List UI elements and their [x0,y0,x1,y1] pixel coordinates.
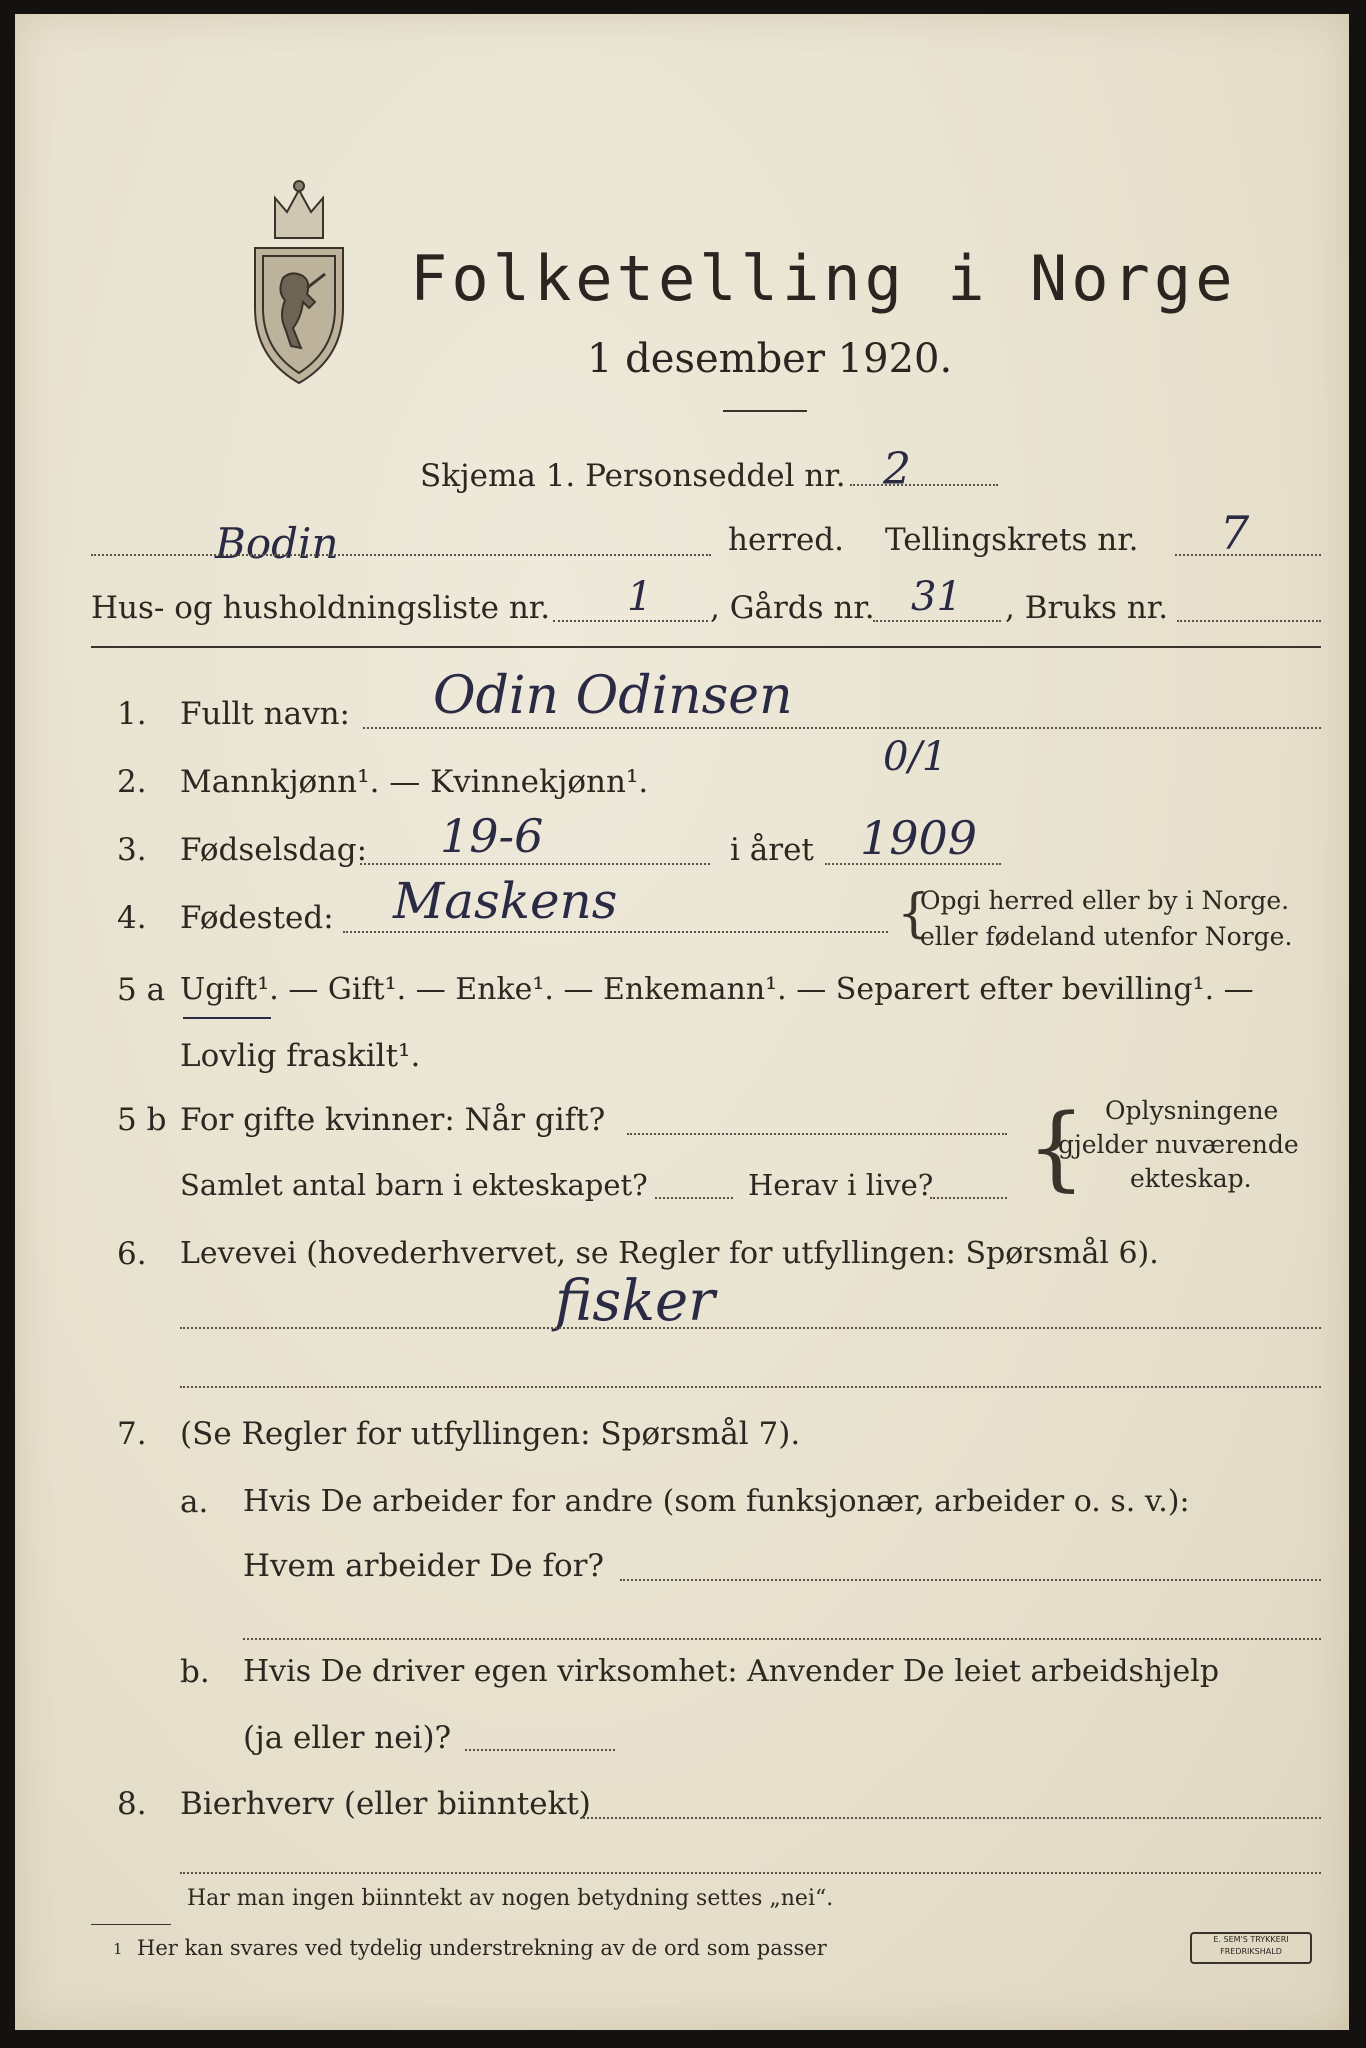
q7b-label-2: (ja eller nei)? [243,1720,452,1756]
q5b-note-1: Oplysningene [1105,1096,1279,1125]
printer-stamp-line-2: FREDRIKSHALD [1220,1947,1282,1956]
q5a-line2: Lovlig fraskilt¹. [180,1038,421,1074]
gards-value: 31 [911,574,962,620]
q6-number: 6. [117,1236,147,1272]
q3-number: 3. [117,832,147,868]
personseddel-number: 2 [883,444,911,495]
birthplace-value: Maskens [393,872,618,930]
tellingskrets-label: Tellingskrets nr. [885,522,1139,558]
q3-year-label: i året [730,832,814,868]
q8-note: Har man ingen biinntekt av nogen betydning settes „nei“. [187,1886,834,1911]
q7a-label-2: Hvem arbeider De for? [243,1548,605,1584]
q8-label: Bierhverv (eller biinntekt) [180,1786,591,1822]
q2-label: Mannkjønn¹. — Kvinnekjønn¹. [180,764,649,800]
q5b-label-2: Samlet antal barn i ekteskapet? [180,1168,648,1202]
footnote-text: Her kan svares ved tydelig understrekning av de ord som passer [137,1936,827,1960]
q7-label: (Se Regler for utfyllingen: Spørsmål 7). [180,1416,801,1452]
herred-label: herred. [728,522,844,558]
tellingskrets-value: 7 [1220,506,1250,560]
q5b-note-3: ekteskap. [1130,1164,1252,1193]
printer-stamp-line-1: E. SEM'S TRYKKERI [1213,1935,1289,1944]
husliste-value: 1 [627,574,653,620]
q7-number: 7. [117,1416,147,1452]
q7a-letter: a. [180,1484,209,1520]
q5b-label-1: For gifte kvinner: Når gift? [180,1102,606,1138]
q4-note-1: Opgi herred eller by i Norge. [920,886,1290,915]
schema-label: Skjema 1. Personseddel nr. [420,458,846,494]
q4-number: 4. [117,900,147,936]
q7a-label-1: Hvis De arbeider for andre (som funksjonær, arbeider o. s. v.): [243,1484,1190,1519]
gards-label: , Gårds nr. [710,590,875,626]
footnote-mark: 1 [113,1940,123,1958]
header-rule [91,646,1321,648]
q4-note-brace: { [897,884,931,944]
q5b-note-brace: { [1027,1094,1086,1201]
q5a-line1: Ugift¹. — Gift¹. — Enke¹. — Enkemann¹. — Separert efter bevilling¹. — [180,972,1254,1007]
husliste-label: Hus- og husholdningsliste nr. [91,590,551,626]
census-date: 1 desember 1920. [587,336,953,382]
gender-mark: 0/1 [883,734,948,780]
q5a-number: 5 a [117,972,166,1008]
q5b-number: 5 b [117,1102,167,1138]
norwegian-coat-of-arms-icon [245,178,353,388]
full-name-value: Odin Odinsen [433,666,793,726]
q4-note-2: eller fødeland utenfor Norge. [920,922,1293,951]
q7b-letter: b. [180,1654,210,1690]
q6-label: Levevei (hovederhvervet, se Regler for utfyllingen: Spørsmål 6). [180,1236,1159,1271]
q8-number: 8. [117,1786,147,1822]
form-title: Folketelling i Norge [410,242,1237,315]
q2-number: 2. [117,764,147,800]
bruks-label: , Bruks nr. [1005,590,1169,626]
footnote-rule [91,1924,171,1925]
q1-label: Fullt navn: [180,696,350,732]
q4-label: Fødested: [180,900,334,936]
q7b-label-1: Hvis De driver egen virksomhet: Anvender De leiet arbeidshjelp [243,1654,1220,1689]
census-form [15,14,1349,2030]
birth-year-value: 1909 [860,811,978,865]
q5b-label-3: Herav i live? [748,1168,934,1202]
occupation-value: fisker [555,1269,715,1334]
q3-label: Fødselsdag: [180,832,368,868]
herred-value: Bodin [215,519,339,568]
q1-number: 1. [117,696,147,732]
printer-stamp [1190,1932,1312,1964]
q5b-note-2: gjelder nuværende [1058,1130,1299,1159]
ugift-underline [183,1017,271,1019]
title-divider [723,410,807,412]
birthday-value: 19-6 [440,809,544,863]
